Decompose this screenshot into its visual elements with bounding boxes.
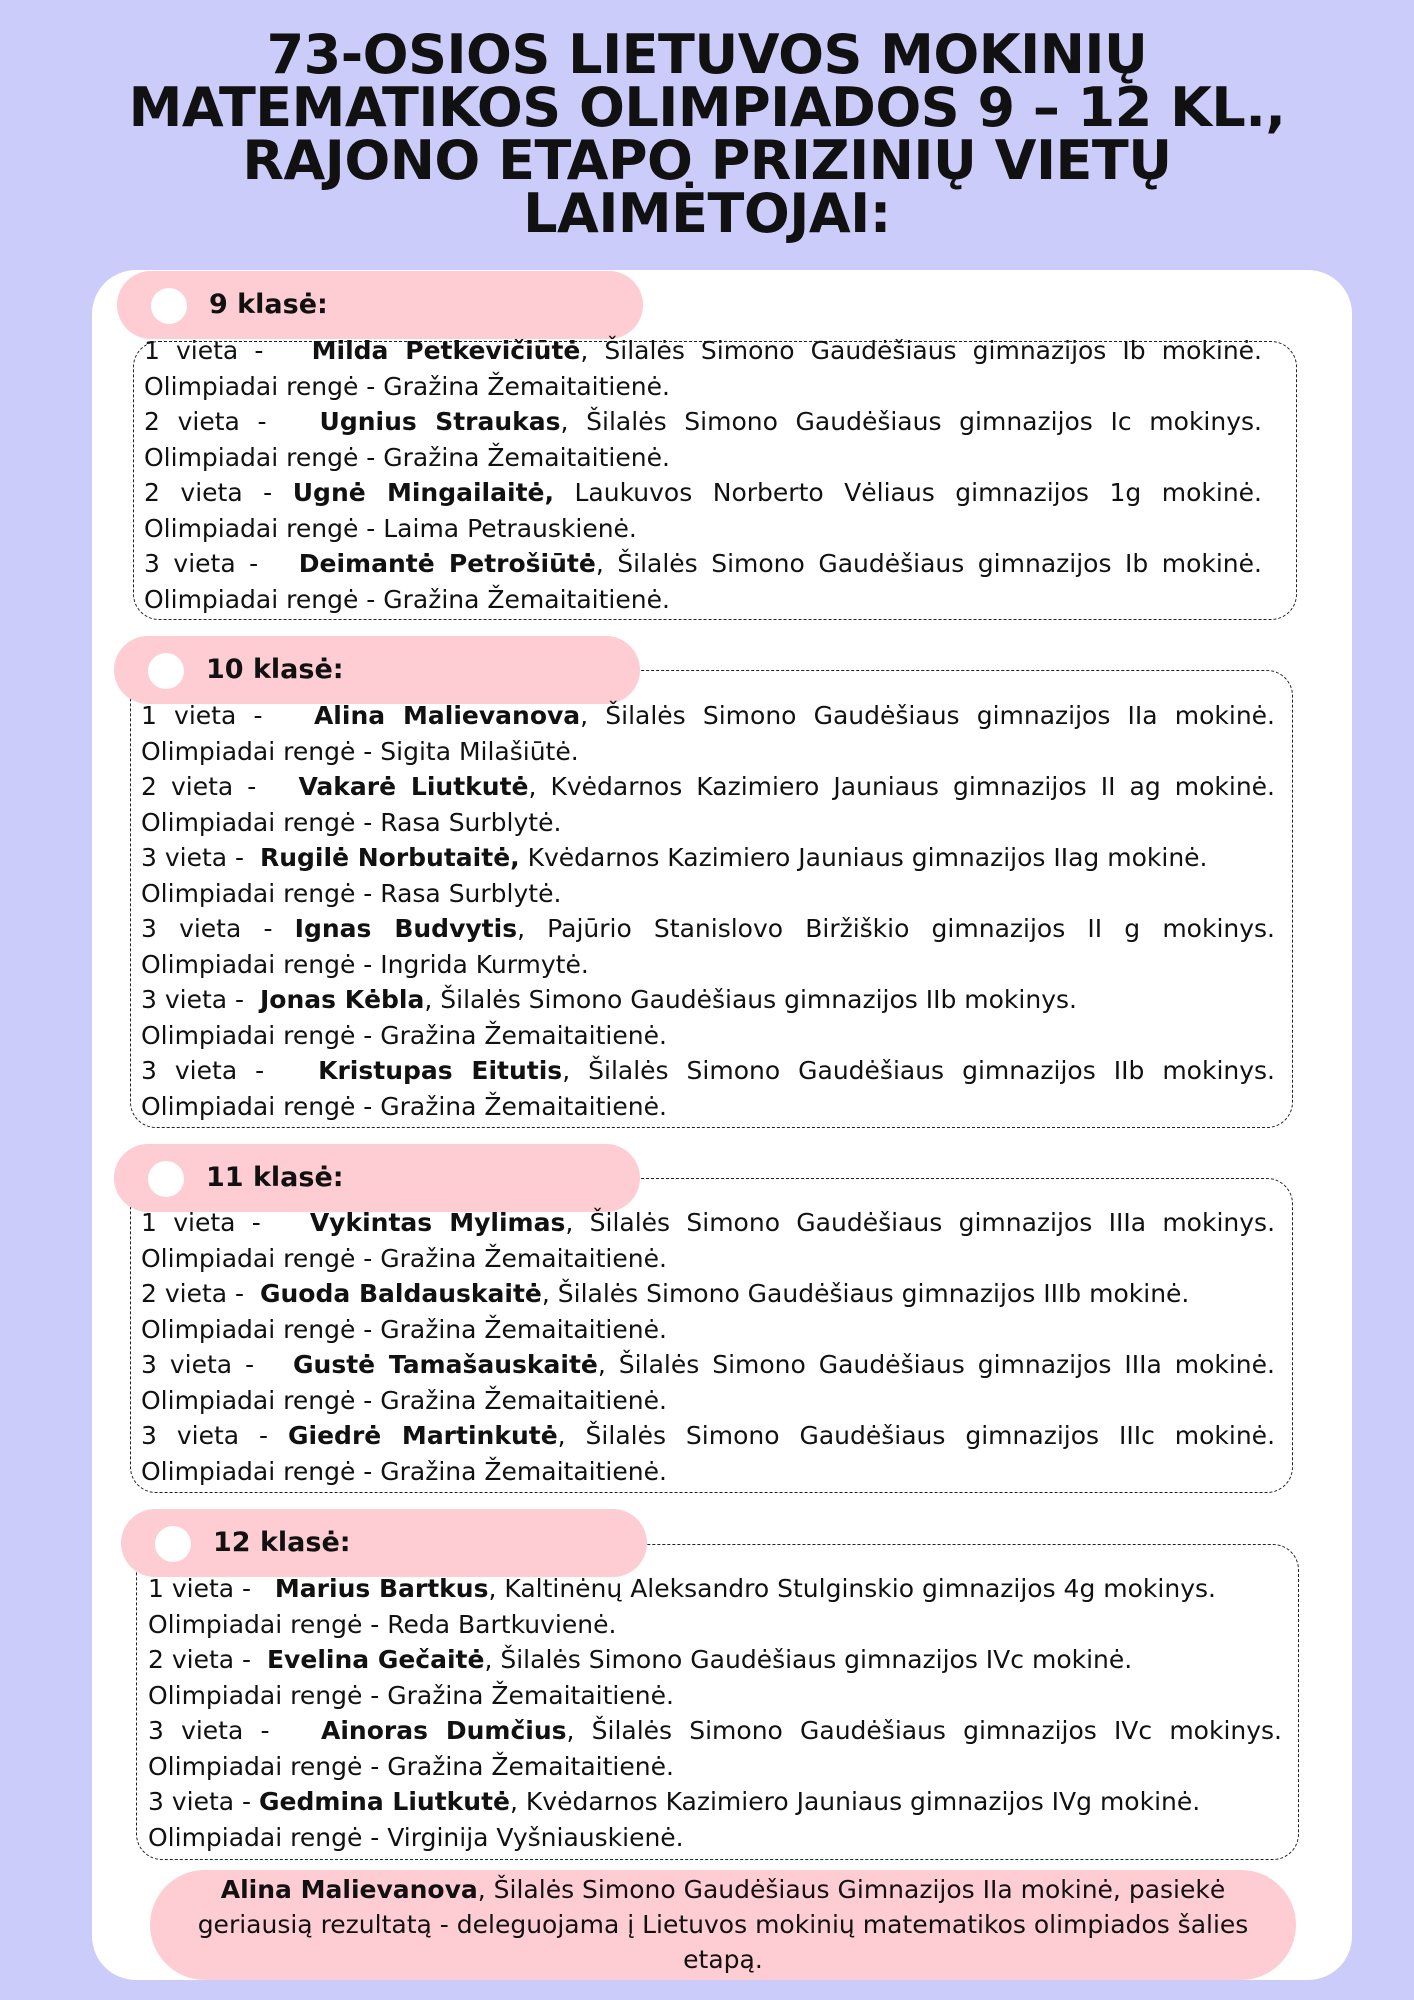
teacher-line: Olimpiadai rengė - Gražina Žemaitaitienė. [141,1243,667,1273]
student-school: , Šilalės Simono Gaudėšiaus gimnazijos IIa mokinė. [580,701,1275,730]
place-label: 2 vieta - [144,407,267,436]
teacher-line: Olimpiadai rengė - Gražina Žemaitaitienė. [144,584,670,614]
teacher-line: Olimpiadai rengė - Virginija Vyšniauskienė. [148,1822,684,1852]
section-label: 10 klasė: [206,654,344,685]
student-name: Alina Malievanova [313,701,581,730]
teacher-line: Olimpiadai rengė - Laima Petrauskienė. [144,513,637,543]
student-school: Kvėdarnos Kazimiero Jauniaus gimnazijos IIag mokinė. [519,843,1208,872]
student-school: , Šilalės Simono Gaudėšiaus gimnazijos IIb mokinys. [562,1056,1276,1085]
teacher-line: Olimpiadai rengė - Gražina Žemaitaitienė. [141,1456,667,1486]
teacher-line: Olimpiadai rengė - Gražina Žemaitaitienė. [141,1314,667,1344]
student-name: Vykintas Mylimas [309,1208,566,1237]
list-item [148,1784,1282,1855]
section-header-11 [114,1144,640,1212]
teacher-line: Olimpiadai rengė - Gražina Žemaitaitienė. [141,1091,667,1121]
student-name: Giedrė Martinkutė [288,1421,558,1450]
teacher-line: Olimpiadai rengė - Gražina Žemaitaitienė. [141,1385,667,1415]
place-label: 2 vieta - [144,478,273,507]
student-school: , Kaltinėnų Aleksandro Stulginskio gimnazijos 4g mokinys. [488,1574,1216,1603]
title-line: MATEMATIKOS OLIMPIADOS 9 – 12 KL., [128,76,1286,139]
bullet-circle-icon [155,1526,191,1562]
page-title [40,23,1374,245]
place-label: 2 vieta - [141,772,257,801]
student-name: Rugilė Norbutaitė, [259,843,520,872]
list-item [141,1205,1275,1276]
list-item [144,475,1262,546]
student-name: Deimantė Petrošiūtė [298,549,596,578]
bullet-circle-icon [148,653,184,689]
section-header-12 [121,1509,647,1577]
place-label: 3 vieta - [141,1421,269,1450]
student-school: , Kvėdarnos Kazimiero Jauniaus gimnazijos IVg mokinė. [509,1787,1201,1816]
list-item [141,911,1275,982]
student-name: Vakarė Liutkutė [298,772,529,801]
student-school: , Kvėdarnos Kazimiero Jauniaus gimnazijos II ag mokinė. [528,772,1275,801]
list-item [141,1347,1275,1418]
list-item [144,333,1262,404]
teacher-line: Olimpiadai rengė - Gražina Žemaitaitienė. [144,442,670,472]
section-entries-9 [144,333,1262,617]
student-name: Gedmina Liutkutė [259,1787,510,1816]
teacher-line: Olimpiadai rengė - Rasa Surblytė. [141,807,562,837]
section-label: 12 klasė: [213,1527,351,1558]
list-item [141,1276,1275,1347]
teacher-line: Olimpiadai rengė - Sigita Milašiūtė. [141,736,579,766]
bullet-circle-icon [148,1161,184,1197]
list-item [141,1053,1275,1124]
teacher-line: Olimpiadai rengė - Gražina Žemaitaitienė. [141,1020,667,1050]
student-name: Gustė Tamašauskaitė [293,1350,598,1379]
student-school: , Šilalės Simono Gaudėšiaus gimnazijos IIIb mokinė. [541,1279,1190,1308]
place-label: 3 vieta - [141,914,273,943]
teacher-line: Olimpiadai rengė - Gražina Žemaitaitienė. [148,1680,674,1710]
list-item [148,1713,1282,1784]
list-item [144,404,1262,475]
place-label: 3 vieta - [144,549,259,578]
student-school: Laukuvos Norberto Vėliaus gimnazijos 1g mokinė. [553,478,1262,507]
student-name: Ignas Budvytis [294,914,518,943]
student-name: Marius Bartkus [274,1574,489,1603]
section-header-9 [117,271,643,339]
teacher-line: Olimpiadai rengė - Rasa Surblytė. [141,878,562,908]
section-entries-12 [148,1571,1282,1855]
list-item [144,546,1262,617]
list-item [148,1642,1282,1713]
section-label: 11 klasė: [206,1162,344,1193]
section-header-10 [114,636,640,704]
teacher-line: Olimpiadai rengė - Gražina Žemaitaitienė. [144,371,670,401]
student-school: , Šilalės Simono Gaudėšiaus gimnazijos IIIc mokinė. [557,1421,1276,1450]
place-label: 2 vieta - [148,1645,252,1674]
place-label: 3 vieta - [141,843,245,872]
student-name: Ugnius Straukas [319,407,561,436]
place-label: 1 vieta - [141,701,263,730]
student-school: , Šilalės Simono Gaudėšiaus gimnazijos IIIa mokinys. [565,1208,1276,1237]
student-school: , Šilalės Simono Gaudėšiaus gimnazijos Ib mokinė. [580,336,1262,365]
list-item [148,1571,1282,1642]
best-result-banner [150,1870,1296,1980]
teacher-line: Olimpiadai rengė - Gražina Žemaitaitienė. [148,1751,674,1781]
teacher-line: Olimpiadai rengė - Ingrida Kurmytė. [141,949,589,979]
list-item [141,698,1275,769]
title-line: RAJONO ETAPO PRIZINIŲ VIETŲ [242,129,1172,192]
bullet-circle-icon [151,288,187,324]
student-name: Evelina Gečaitė [266,1645,485,1674]
list-item [141,1418,1275,1489]
place-label: 3 vieta - [141,985,245,1014]
place-label: 1 vieta - [148,1574,252,1603]
best-result-description: , Šilalės Simono Gaudėšiaus Gimnazijos IIa mokinė, pasiekė geriausią rezultatą - deleguojama į Lietuvos mokinių matematikos olimpiados šalies etapą. [197,1875,1249,1974]
place-label: 3 vieta - [141,1056,265,1085]
student-name: Jonas Kėbla [259,985,425,1014]
list-item [141,982,1275,1053]
section-label: 9 klasė: [209,289,328,320]
student-school: , Šilalės Simono Gaudėšiaus gimnazijos IIb mokinys. [424,985,1077,1014]
student-name: Milda Petkevičiūtė [311,336,581,365]
place-label: 3 vieta - [148,1787,252,1816]
place-label: 3 vieta - [148,1716,270,1745]
title-line: 73-OSIOS LIETUVOS MOKINIŲ [266,23,1148,86]
student-name: Ainoras Dumčius [320,1716,567,1745]
place-label: 3 vieta - [141,1350,255,1379]
section-entries-11 [141,1205,1275,1489]
student-school: , Šilalės Simono Gaudėšiaus gimnazijos IIIa mokinė. [597,1350,1275,1379]
best-student-name: Alina Malievanova [220,1875,478,1904]
place-label: 1 vieta - [141,1208,261,1237]
list-item [141,840,1275,911]
title-line: LAIMĖTOJAI: [523,182,891,245]
teacher-line: Olimpiadai rengė - Reda Bartkuvienė. [148,1609,617,1639]
student-name: Ugnė Mingailaitė, [292,478,554,507]
place-label: 2 vieta - [141,1279,245,1308]
student-name: Kristupas Eitutis [318,1056,563,1085]
best-result-text [190,1872,1256,1977]
student-school: , Šilalės Simono Gaudėšiaus gimnazijos Ib mokinė. [595,549,1262,578]
list-item [141,769,1275,840]
student-school: , Šilalės Simono Gaudėšiaus gimnazijos Ic mokinys. [560,407,1262,436]
student-name: Guoda Baldauskaitė [259,1279,542,1308]
student-school: , Šilalės Simono Gaudėšiaus gimnazijos IVc mokinė. [484,1645,1133,1674]
student-school: , Šilalės Simono Gaudėšiaus gimnazijos IVc mokinys. [566,1716,1283,1745]
student-school: , Pajūrio Stanislovo Biržiškio gimnazijos II g mokinys. [517,914,1275,943]
place-label: 1 vieta - [144,336,264,365]
section-entries-10 [141,698,1275,1124]
